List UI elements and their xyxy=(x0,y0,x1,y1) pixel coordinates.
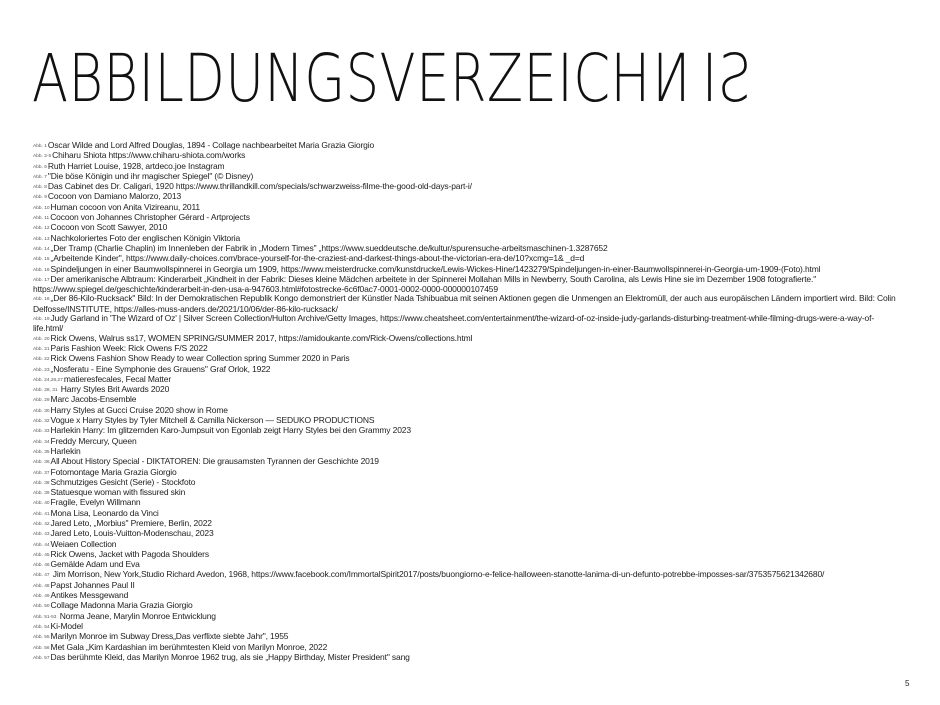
figure-ref: Abb. 37 xyxy=(33,470,50,476)
figure-caption: matieresfecales, Fecal Matter xyxy=(63,373,172,384)
figure-ref: Abb. 39 xyxy=(33,491,50,497)
figure-caption: Das berühmte Kleid, das Marilyn Monroe 1962 trug, als sie „Happy Birthday, Mister President" sang xyxy=(50,651,410,662)
list-item xyxy=(33,314,903,334)
list-item xyxy=(33,653,903,663)
figure-caption: Norma Jeane, Marylin Monroe Entwicklung xyxy=(57,610,216,621)
heading-letter: A xyxy=(32,40,69,117)
list-item xyxy=(33,529,903,539)
figure-ref: Abb. 47 xyxy=(33,573,50,579)
list-item xyxy=(33,294,903,314)
figure-ref: Abb. 50 xyxy=(33,604,50,610)
heading-letter: E xyxy=(523,40,558,117)
figure-ref: Abb. 22 xyxy=(33,357,50,363)
heading-letter: S xyxy=(345,40,380,117)
figure-ref: Abb. 51-53 xyxy=(33,614,57,620)
figure-ref: Abb. 34 xyxy=(33,439,50,445)
figure-ref: Abb. 48 xyxy=(33,583,50,589)
figure-caption: Marc Jacobs-Ensemble xyxy=(50,394,137,405)
figure-ref: Abb. 1 xyxy=(33,144,47,149)
figure-ref: Abb. 49 xyxy=(33,594,50,600)
figure-ref: Abb. 20 xyxy=(33,336,50,342)
list-item xyxy=(33,550,903,560)
figure-caption: Chiharu Shiota https://www.chiharu-shiota.com/works xyxy=(52,150,246,161)
figure-caption: Harry Styles Brit Awards 2020 xyxy=(58,384,170,395)
figure-caption: Der amerikanische Albtraum: Kinderarbeit „Kindheit in der Fabrik: Dieses kleine Mädchen arbeitete in der Spinnerei Mollahan Mills in Newberry, South Carolina, als Lewis Hine sie im Dezember 1908 fotografierte." https://www.spiegel.de/geschichte/kinderarbeit-in-den-usa-a-947603.html#fotostrecke-6c6f0ac7-0001-0002-0000-000000107459 xyxy=(33,273,817,295)
figure-ref: Abb. 11 xyxy=(33,216,50,222)
figure-caption: Antikes Messgewand xyxy=(50,590,129,601)
heading-letter: I xyxy=(701,40,718,117)
figure-ref: Abb. 18 xyxy=(33,297,50,303)
figure-caption: Rick Owens Fashion Show Ready to wear Collection spring Summer 2020 in Paris xyxy=(50,353,350,364)
figure-ref: Abb. 19 xyxy=(33,317,50,323)
figure-ref: Abb. 54 xyxy=(33,624,50,630)
figure-caption: „Der 86-Kilo-Rucksack" Bild: In der Demokratischen Republik Kongo demonstriert der Künstler Nada Tshibuabua mit seinen Aktionen gegen die Unmengen an Elektromüll, der auch aus europäischen Ländern importiert wird. Bild: Colin Delfosse/INSTITUTE, https://alles-muss-anders.de/2021/10/06/der-86-kilo-rucksack/ xyxy=(33,293,896,314)
heading-letter: H xyxy=(610,40,651,117)
figure-caption: „Der Tramp (Charlie Chaplin) im Innenleben der Fabrik in „Modern Times" „https://www.sueddeutsche.de/kultur/spurensuche-arbeitsmaschinen-1.3287652 xyxy=(50,242,608,253)
heading-letter: B xyxy=(68,40,104,117)
heading-letter: I xyxy=(557,40,574,117)
figure-ref: Abb. 29 xyxy=(33,398,50,404)
figure-caption: Cocoon von Johannes Christopher Gérard - Artprojects xyxy=(50,212,250,223)
figure-caption: Vogue x Harry Styles by Tyler Mitchell & Camilla Nickerson — SEDUKO PRODUCTIONS xyxy=(50,415,375,426)
list-item xyxy=(33,385,903,395)
figure-caption: Gemälde Adam und Eva xyxy=(50,559,140,570)
heading-letter: G xyxy=(304,40,346,117)
figure-ref: Abb. 33 xyxy=(33,429,50,435)
figure-caption: Met Gala „Kim Kardashian im berühmtesten Kleid von Marilyn Monroe, 2022 xyxy=(50,641,328,652)
heading-letter: C xyxy=(573,40,611,117)
figure-ref: Abb. 21 xyxy=(33,346,50,352)
figure-ref: Abb. 35 xyxy=(33,449,50,455)
figure-caption: „Arbeitende Kinder", https://www.daily-choices.com/brace-yourself-for-the-craziest-and-darkest-things-about-the-victorian-era-de/10?xcmg=1& _d=d xyxy=(50,253,585,264)
figure-caption: Collage Madonna Maria Grazia Giorgio xyxy=(50,600,193,611)
figure-ref: Abb. 24,26,27 xyxy=(33,377,63,383)
list-item xyxy=(33,488,903,498)
figure-ref: Abb. 12 xyxy=(33,226,50,232)
list-item xyxy=(33,426,903,436)
figure-caption: „Nosferatu - Eine Symphonie des Grauens" Graf Orlok, 1922 xyxy=(50,363,271,374)
figure-ref: Abb. 23 xyxy=(33,367,50,373)
figure-caption: Weiaen Collection xyxy=(50,538,117,549)
heading-letter: R xyxy=(449,40,487,117)
heading-letter: L xyxy=(154,40,185,117)
figure-ref: Abb. 2-5 xyxy=(33,154,52,160)
figure-ref: Abb. 32 xyxy=(33,419,50,425)
figure-ref: Abb. 40 xyxy=(33,501,50,507)
figure-caption: Marilyn Monroe im Subway Dress„Das verflixte siebte Jahr", 1955 xyxy=(50,631,289,642)
figure-caption: Human cocoon von Anita Vizireanu, 2011 xyxy=(50,201,200,212)
figure-caption: Judy Garland in 'The Wizard of Oz' | Silver Screen Collection/Hulton Archive/Getty Images, https://www.cheatsheet.com/entertainment/the-wizard-of-oz-inside-judy-garlands-disturbing-treatment-while-filming-drugs-were-a-way-of-life.html/ xyxy=(33,313,875,334)
figure-ref: Abb. 15 xyxy=(33,257,50,263)
heading-letter: E xyxy=(416,40,450,117)
heading-letter: D xyxy=(184,40,226,117)
heading-letter: Z xyxy=(486,40,524,117)
figure-caption: Mona Lisa, Leonardo da Vinci xyxy=(50,507,159,518)
list-item xyxy=(33,570,903,580)
figure-caption: "Die böse Königin und ihr magischer Spiegel" (© Disney) xyxy=(47,170,254,181)
figure-caption: Fotomontage Maria Grazia Giorgio xyxy=(50,466,177,477)
list-item xyxy=(33,581,903,591)
figure-caption: Jared Leto, „Morbius" Premiere, Berlin, 2022 xyxy=(50,517,212,528)
figure-caption: Oscar Wilde and Lord Alfred Douglas, 1894 - Collage nachbearbeitet Maria Grazia Giorgio xyxy=(47,140,375,150)
figure-caption: Ki-Model xyxy=(50,620,83,631)
page-title xyxy=(32,40,752,117)
figure-ref: Abb. 55 xyxy=(33,635,50,641)
figure-ref: Abb. 10 xyxy=(33,205,50,211)
figure-caption: Harry Styles at Gucci Cruise 2020 show in Rome xyxy=(50,404,228,415)
figure-ref: Abb. 38 xyxy=(33,480,50,486)
heading-letter: V xyxy=(379,40,417,117)
heading-letter: I xyxy=(138,40,155,117)
figure-caption: Ruth Harriet Louise, 1928, artdeco.joe Instagram xyxy=(47,160,225,171)
figure-caption: Jim Morrison, New York,Studio Richard Avedon, 1968, https://www.facebook.com/ImmortalSpirit2017/posts/buongiorno-e-felice-halloween-stanotte-lanima-di-un-defunto-potrebbe-imposses-sar/3753575621342680/ xyxy=(50,569,825,580)
figure-caption: Cocoon von Damiano Malorzo, 2013 xyxy=(47,191,182,202)
figure-ref: Abb. 56 xyxy=(33,645,50,651)
figure-ref: Abb. 46 xyxy=(33,563,50,569)
figure-ref: Abb. 17 xyxy=(33,277,50,283)
figure-list xyxy=(33,141,903,663)
figure-caption: Schmutziges Gesicht (Serie) - Stockfoto xyxy=(50,476,196,487)
page-number: 5 xyxy=(905,679,910,688)
figure-caption: Das Cabinet des Dr. Caligari, 1920 https://www.thrillandkill.com/specials/schwarzweiss-filme-the-good-old-days-part-i/ xyxy=(47,181,472,192)
list-item xyxy=(33,612,903,622)
figure-ref: Abb. 13 xyxy=(33,236,50,242)
list-item xyxy=(33,275,903,295)
figure-caption: All About History Special - DIKTATOREN: Die grausamsten Tyrannen der Geschichte 2019 xyxy=(50,456,379,467)
figure-caption: Cocoon von Scott Sawyer, 2010 xyxy=(50,222,168,233)
figure-caption: Fragile, Evelyn Willmann xyxy=(50,497,141,508)
figure-ref: Abb. 14 xyxy=(33,246,50,252)
heading-letter: S xyxy=(717,40,752,117)
heading-letter: U xyxy=(225,40,265,117)
figure-caption: Spindeljungen in einer Baumwollspinnerei in Georgia um 1909, https://www.meisterdrucke.com/kunstdrucke/Lewis-Wickes-Hine/1423279/Spindeljungen-in-einer-Baumwollspinnerei-in-Georgia-um-1909-(Foto).html xyxy=(50,263,821,274)
figure-ref: Abb. 6 xyxy=(33,164,47,170)
figure-ref: Abb. 44 xyxy=(33,542,50,548)
figure-caption: Paris Fashion Week: Rick Owens F/S 2022 xyxy=(50,342,208,353)
figure-ref: Abb. 43 xyxy=(33,532,50,538)
figure-caption: Papst Johannes Paul II xyxy=(50,579,135,590)
figure-ref: Abb. 57 xyxy=(33,655,50,661)
heading-letter: N xyxy=(264,40,305,117)
figure-ref: Abb. 8 xyxy=(33,185,47,191)
figure-caption: Harlekin xyxy=(50,445,81,456)
figure-ref: Abb. 16 xyxy=(33,267,50,273)
figure-caption: Jared Leto, Louis-Vuitton-Modenschau, 2023 xyxy=(50,528,214,539)
figure-ref: Abb. 42 xyxy=(33,521,50,527)
figure-caption: Rick Owens, Walrus ss17, WOMEN SPRING/SUMMER 2017, https://amidoukante.com/Rick-Owens/collections.html xyxy=(50,332,473,343)
figure-ref: Abb. 41 xyxy=(33,511,50,517)
figure-ref: Abb. 30 xyxy=(33,408,50,414)
figure-ref: Abb. 7 xyxy=(33,174,47,180)
figure-ref: Abb. 45 xyxy=(33,552,50,558)
figure-caption: Rick Owens, Jacket with Pagoda Shoulders xyxy=(50,548,209,559)
figure-ref: Abb. 28, 31 xyxy=(33,388,58,394)
figure-caption: Statuesque woman with fissured skin xyxy=(50,487,186,498)
figure-ref: Abb. 36 xyxy=(33,460,50,466)
list-item xyxy=(33,437,903,447)
figure-caption: Harlekin Harry: Im glitzernden Karo-Jumpsuit von Egonlab zeigt Harry Styles bei den Grammy 2023 xyxy=(50,425,411,436)
figure-caption: Nachkoloriertes Foto der englischen Königin Viktoria xyxy=(50,232,241,243)
figure-caption: Freddy Mercury, Queen xyxy=(50,435,137,446)
figure-ref: Abb. 9 xyxy=(33,195,47,201)
heading-letter: N xyxy=(650,40,691,117)
list-item xyxy=(33,498,903,508)
heading-letter: B xyxy=(103,40,139,117)
